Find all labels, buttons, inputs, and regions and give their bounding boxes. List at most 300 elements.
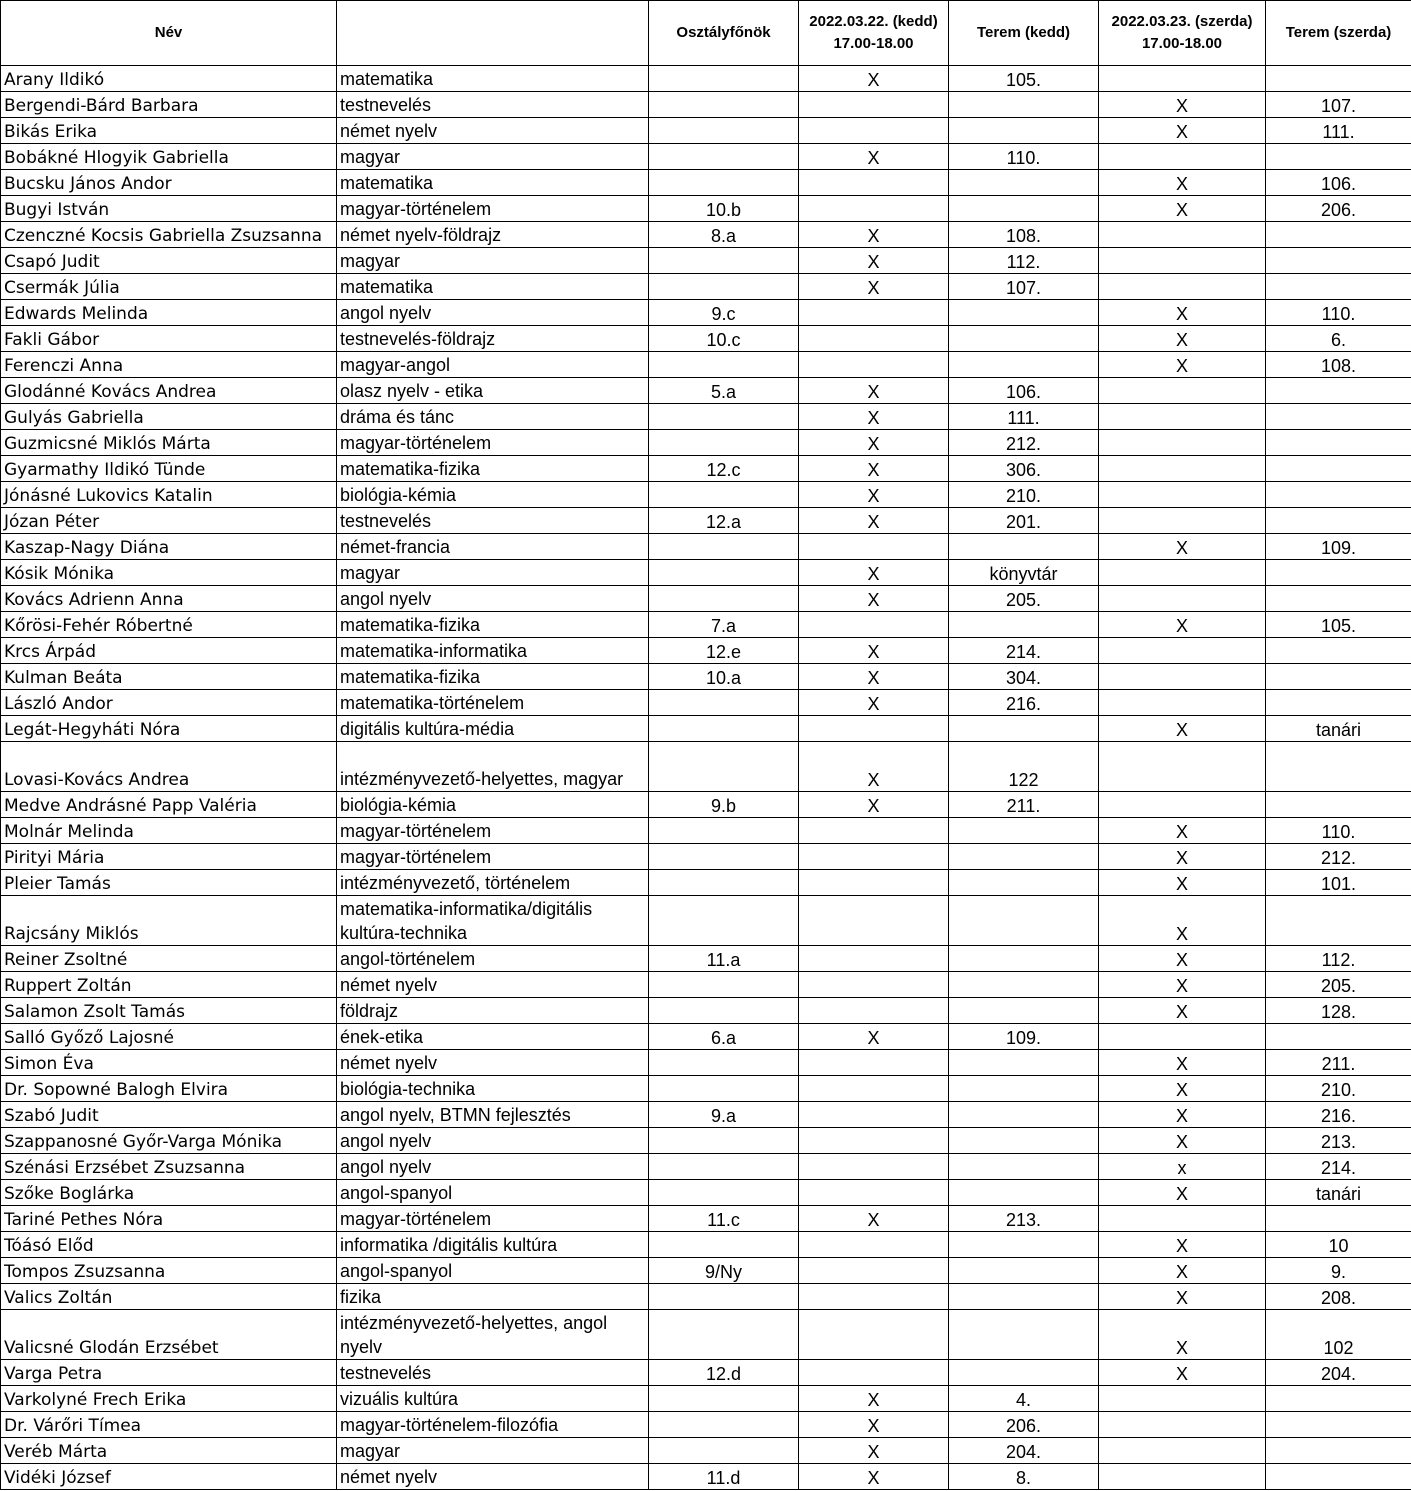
cell-form-class (649, 998, 799, 1024)
cell-wednesday-mark (1099, 144, 1266, 170)
cell-tuesday-mark (799, 1154, 949, 1180)
cell-subject: informatika /digitális kultúra (337, 1232, 649, 1258)
cell-name: László Andor (1, 690, 337, 716)
cell-name: Valics Zoltán (1, 1284, 337, 1310)
cell-wednesday-mark: X (1099, 118, 1266, 144)
cell-subject: német nyelv (337, 118, 649, 144)
cell-room-wednesday: 106. (1266, 170, 1411, 196)
cell-wednesday-mark (1099, 1206, 1266, 1232)
cell-room-tuesday (949, 118, 1099, 144)
cell-tuesday-mark: X (799, 378, 949, 404)
cell-name: Gyarmathy Ildikó Tünde (1, 456, 337, 482)
cell-name: Glodánné Kovács Andrea (1, 378, 337, 404)
cell-tuesday-mark (799, 326, 949, 352)
cell-room-tuesday: 205. (949, 586, 1099, 612)
cell-room-wednesday: 211. (1266, 1050, 1411, 1076)
cell-subject: matematika-fizika (337, 664, 649, 690)
cell-form-class: 11.c (649, 1206, 799, 1232)
cell-subject: angol nyelv (337, 1154, 649, 1180)
cell-tuesday-mark (799, 716, 949, 742)
cell-room-wednesday: 107. (1266, 92, 1411, 118)
table-body (1, 66, 1411, 1490)
cell-form-class (649, 560, 799, 586)
cell-subject: német nyelv (337, 972, 649, 998)
cell-name: Varga Petra (1, 1360, 337, 1386)
cell-subject: testnevelés (337, 1360, 649, 1386)
cell-subject: magyar (337, 144, 649, 170)
cell-room-tuesday: 112. (949, 248, 1099, 274)
cell-room-wednesday (1266, 456, 1411, 482)
cell-subject: matematika (337, 66, 649, 92)
cell-room-tuesday (949, 1076, 1099, 1102)
cell-room-wednesday: 109. (1266, 534, 1411, 560)
cell-tuesday-mark (799, 118, 949, 144)
cell-tuesday-mark: X (799, 1024, 949, 1050)
cell-tuesday-mark (799, 1050, 949, 1076)
cell-tuesday-mark: X (799, 66, 949, 92)
cell-tuesday-mark (799, 1102, 949, 1128)
cell-wednesday-mark: X (1099, 946, 1266, 972)
cell-subject: német nyelv (337, 1464, 649, 1490)
cell-tuesday-mark (799, 300, 949, 326)
table-row (1, 946, 1411, 972)
cell-room-tuesday: 206. (949, 1412, 1099, 1438)
cell-tuesday-mark (799, 1076, 949, 1102)
table-row (1, 300, 1411, 326)
cell-tuesday-mark (799, 92, 949, 118)
header-tuesday: 2022.03.22. (kedd) 17.00-18.00 (799, 1, 949, 66)
cell-name: Salamon Zsolt Tamás (1, 998, 337, 1024)
cell-form-class (649, 274, 799, 300)
cell-room-wednesday: 205. (1266, 972, 1411, 998)
cell-wednesday-mark: X (1099, 870, 1266, 896)
cell-room-tuesday: 110. (949, 144, 1099, 170)
cell-name: Gulyás Gabriella (1, 404, 337, 430)
cell-wednesday-mark: X (1099, 716, 1266, 742)
cell-wednesday-mark: X (1099, 352, 1266, 378)
cell-room-tuesday: 106. (949, 378, 1099, 404)
cell-form-class: 8.a (649, 222, 799, 248)
cell-form-class (649, 1128, 799, 1154)
cell-form-class: 12.a (649, 508, 799, 534)
cell-room-tuesday: 213. (949, 1206, 1099, 1232)
cell-form-class (649, 352, 799, 378)
cell-subject: angol-történelem (337, 946, 649, 972)
table-row (1, 118, 1411, 144)
cell-name: Pleier Tamás (1, 870, 337, 896)
cell-form-class (649, 66, 799, 92)
cell-tuesday-mark: X (799, 222, 949, 248)
cell-wednesday-mark: X (1099, 844, 1266, 870)
cell-wednesday-mark: X (1099, 818, 1266, 844)
table-row (1, 144, 1411, 170)
cell-wednesday-mark: X (1099, 1128, 1266, 1154)
cell-tuesday-mark: X (799, 430, 949, 456)
cell-wednesday-mark: X (1099, 1258, 1266, 1284)
cell-subject: magyar-történelem-filozófia (337, 1412, 649, 1438)
cell-wednesday-mark (1099, 1412, 1266, 1438)
table-row (1, 586, 1411, 612)
cell-wednesday-mark: X (1099, 300, 1266, 326)
cell-tuesday-mark (799, 1128, 949, 1154)
cell-room-wednesday: 214. (1266, 1154, 1411, 1180)
cell-room-wednesday (1266, 144, 1411, 170)
cell-subject: digitális kultúra-média (337, 716, 649, 742)
cell-form-class (649, 1076, 799, 1102)
cell-room-wednesday: 101. (1266, 870, 1411, 896)
cell-subject: matematika (337, 274, 649, 300)
cell-form-class (649, 586, 799, 612)
cell-form-class (649, 896, 799, 946)
cell-room-tuesday: 108. (949, 222, 1099, 248)
cell-wednesday-mark (1099, 248, 1266, 274)
table-row (1, 1284, 1411, 1310)
cell-tuesday-mark (799, 1360, 949, 1386)
cell-room-wednesday: 9. (1266, 1258, 1411, 1284)
cell-name: Kulman Beáta (1, 664, 337, 690)
cell-room-wednesday (1266, 274, 1411, 300)
cell-room-tuesday: 105. (949, 66, 1099, 92)
cell-name: Krcs Árpád (1, 638, 337, 664)
cell-room-tuesday: 210. (949, 482, 1099, 508)
cell-room-tuesday (949, 716, 1099, 742)
cell-room-wednesday (1266, 430, 1411, 456)
cell-name: Medve Andrásné Papp Valéria (1, 792, 337, 818)
cell-room-wednesday (1266, 378, 1411, 404)
cell-form-class: 9.c (649, 300, 799, 326)
cell-name: Józan Péter (1, 508, 337, 534)
cell-room-wednesday (1266, 404, 1411, 430)
cell-name: Tompos Zsuzsanna (1, 1258, 337, 1284)
cell-form-class: 12.c (649, 456, 799, 482)
cell-name: Veréb Márta (1, 1438, 337, 1464)
cell-form-class (649, 1284, 799, 1310)
cell-room-tuesday (949, 1284, 1099, 1310)
cell-wednesday-mark (1099, 1464, 1266, 1490)
cell-subject: magyar-történelem (337, 818, 649, 844)
cell-name: Dr. Várőri Tímea (1, 1412, 337, 1438)
cell-room-wednesday (1266, 792, 1411, 818)
table-row (1, 1154, 1411, 1180)
cell-form-class (649, 1180, 799, 1206)
header-name: Név (1, 1, 337, 66)
cell-wednesday-mark (1099, 664, 1266, 690)
cell-room-tuesday (949, 1310, 1099, 1360)
table-row (1, 534, 1411, 560)
cell-room-wednesday: 206. (1266, 196, 1411, 222)
cell-form-class (649, 1412, 799, 1438)
cell-name: Kovács Adrienn Anna (1, 586, 337, 612)
cell-subject: angol-spanyol (337, 1180, 649, 1206)
cell-wednesday-mark: X (1099, 1284, 1266, 1310)
cell-name: Bucsku János Andor (1, 170, 337, 196)
cell-subject: német nyelv-földrajz (337, 222, 649, 248)
cell-subject: magyar-történelem (337, 1206, 649, 1232)
cell-wednesday-mark: X (1099, 1102, 1266, 1128)
cell-tuesday-mark: X (799, 560, 949, 586)
cell-name: Legát-Hegyháti Nóra (1, 716, 337, 742)
cell-name: Rajcsány Miklós (1, 896, 337, 946)
cell-tuesday-mark (799, 612, 949, 638)
cell-wednesday-mark (1099, 560, 1266, 586)
cell-room-wednesday: 111. (1266, 118, 1411, 144)
cell-wednesday-mark: X (1099, 534, 1266, 560)
cell-form-class: 12.d (649, 1360, 799, 1386)
cell-tuesday-mark (799, 998, 949, 1024)
cell-room-tuesday: 111. (949, 404, 1099, 430)
cell-room-tuesday: 216. (949, 690, 1099, 716)
cell-form-class: 12.e (649, 638, 799, 664)
cell-wednesday-mark (1099, 792, 1266, 818)
table-row (1, 352, 1411, 378)
cell-room-wednesday: tanári (1266, 716, 1411, 742)
cell-room-tuesday (949, 844, 1099, 870)
cell-name: Vidéki József (1, 1464, 337, 1490)
cell-form-class: 10.c (649, 326, 799, 352)
cell-form-class (649, 1232, 799, 1258)
cell-room-wednesday: 102 (1266, 1310, 1411, 1360)
cell-room-wednesday: 128. (1266, 998, 1411, 1024)
cell-subject: testnevelés (337, 92, 649, 118)
cell-room-tuesday: 306. (949, 456, 1099, 482)
table-row (1, 1102, 1411, 1128)
cell-name: Jónásné Lukovics Katalin (1, 482, 337, 508)
cell-room-wednesday (1266, 1412, 1411, 1438)
cell-room-tuesday (949, 352, 1099, 378)
cell-form-class (649, 482, 799, 508)
cell-room-tuesday (949, 818, 1099, 844)
cell-name: Pirityi Mária (1, 844, 337, 870)
cell-subject: olasz nyelv - etika (337, 378, 649, 404)
cell-tuesday-mark (799, 170, 949, 196)
cell-wednesday-mark: X (1099, 1360, 1266, 1386)
table-row (1, 612, 1411, 638)
cell-subject: matematika-informatika (337, 638, 649, 664)
cell-tuesday-mark: X (799, 404, 949, 430)
cell-room-wednesday (1266, 664, 1411, 690)
cell-wednesday-mark: X (1099, 1050, 1266, 1076)
cell-name: Bugyi István (1, 196, 337, 222)
cell-wednesday-mark (1099, 430, 1266, 456)
cell-form-class (649, 170, 799, 196)
table-row (1, 1076, 1411, 1102)
cell-subject: matematika-fizika (337, 612, 649, 638)
table-row (1, 482, 1411, 508)
cell-tuesday-mark: X (799, 586, 949, 612)
cell-wednesday-mark (1099, 456, 1266, 482)
cell-form-class (649, 818, 799, 844)
cell-tuesday-mark: X (799, 638, 949, 664)
cell-tuesday-mark: X (799, 508, 949, 534)
cell-wednesday-mark (1099, 1024, 1266, 1050)
cell-subject: német-francia (337, 534, 649, 560)
cell-subject: matematika-történelem (337, 690, 649, 716)
cell-room-wednesday: 10 (1266, 1232, 1411, 1258)
cell-subject: matematika-informatika/digitális kultúra-technika (337, 896, 649, 946)
cell-tuesday-mark (799, 1284, 949, 1310)
table-row (1, 818, 1411, 844)
cell-subject: biológia-kémia (337, 792, 649, 818)
cell-name: Arany Ildikó (1, 66, 337, 92)
cell-wednesday-mark: X (1099, 196, 1266, 222)
cell-room-wednesday (1266, 560, 1411, 586)
table-row (1, 896, 1411, 946)
cell-subject: angol nyelv (337, 586, 649, 612)
table-row (1, 1128, 1411, 1154)
cell-tuesday-mark (799, 352, 949, 378)
cell-name: Ruppert Zoltán (1, 972, 337, 998)
cell-tuesday-mark: X (799, 1412, 949, 1438)
cell-room-tuesday (949, 972, 1099, 998)
cell-name: Szappanosné Győr-Varga Mónika (1, 1128, 337, 1154)
cell-room-wednesday: 216. (1266, 1102, 1411, 1128)
cell-name: Edwards Melinda (1, 300, 337, 326)
cell-room-wednesday (1266, 1438, 1411, 1464)
cell-tuesday-mark: X (799, 456, 949, 482)
cell-subject: magyar-történelem (337, 430, 649, 456)
cell-form-class: 10.a (649, 664, 799, 690)
table-row (1, 430, 1411, 456)
cell-name: Reiner Zsoltné (1, 946, 337, 972)
cell-name: Dr. Sopowné Balogh Elvira (1, 1076, 337, 1102)
cell-form-class (649, 430, 799, 456)
cell-tuesday-mark (799, 1232, 949, 1258)
cell-form-class: 9/Ny (649, 1258, 799, 1284)
cell-form-class: 5.a (649, 378, 799, 404)
cell-subject: angol nyelv (337, 300, 649, 326)
cell-wednesday-mark (1099, 1386, 1266, 1412)
cell-room-tuesday: 107. (949, 274, 1099, 300)
cell-wednesday-mark (1099, 378, 1266, 404)
cell-wednesday-mark (1099, 586, 1266, 612)
table-row (1, 1438, 1411, 1464)
table-row (1, 1232, 1411, 1258)
cell-room-wednesday (1266, 482, 1411, 508)
cell-room-tuesday (949, 896, 1099, 946)
cell-room-tuesday (949, 326, 1099, 352)
cell-subject: matematika-fizika (337, 456, 649, 482)
cell-tuesday-mark: X (799, 690, 949, 716)
cell-wednesday-mark (1099, 482, 1266, 508)
cell-room-tuesday (949, 998, 1099, 1024)
table-row (1, 92, 1411, 118)
cell-room-tuesday (949, 1154, 1099, 1180)
cell-tuesday-mark: X (799, 1206, 949, 1232)
cell-tuesday-mark: X (799, 664, 949, 690)
cell-room-tuesday: 109. (949, 1024, 1099, 1050)
cell-room-wednesday (1266, 896, 1411, 946)
cell-subject: német nyelv (337, 1050, 649, 1076)
cell-room-wednesday (1266, 1386, 1411, 1412)
cell-subject: magyar (337, 560, 649, 586)
cell-subject: magyar (337, 1438, 649, 1464)
cell-room-wednesday (1266, 586, 1411, 612)
cell-form-class: 9.b (649, 792, 799, 818)
cell-form-class (649, 534, 799, 560)
cell-form-class (649, 742, 799, 792)
cell-form-class (649, 1386, 799, 1412)
cell-wednesday-mark: X (1099, 1310, 1266, 1360)
cell-subject: intézményvezető, történelem (337, 870, 649, 896)
table-row (1, 1412, 1411, 1438)
cell-name: Guzmicsné Miklós Márta (1, 430, 337, 456)
cell-form-class (649, 92, 799, 118)
cell-room-wednesday: 112. (1266, 946, 1411, 972)
cell-room-wednesday: 6. (1266, 326, 1411, 352)
cell-name: Bobákné Hlogyik Gabriella (1, 144, 337, 170)
cell-subject: intézményvezető-helyettes, magyar (337, 742, 649, 792)
table-row (1, 716, 1411, 742)
table-row (1, 326, 1411, 352)
cell-room-wednesday (1266, 248, 1411, 274)
cell-room-tuesday (949, 1128, 1099, 1154)
cell-form-class: 9.a (649, 1102, 799, 1128)
cell-subject: testnevelés-földrajz (337, 326, 649, 352)
cell-name: Valicsné Glodán Erzsébet (1, 1310, 337, 1360)
cell-tuesday-mark (799, 818, 949, 844)
cell-wednesday-mark: X (1099, 1180, 1266, 1206)
cell-tuesday-mark (799, 534, 949, 560)
table-row (1, 170, 1411, 196)
cell-form-class: 10.b (649, 196, 799, 222)
cell-room-wednesday (1266, 222, 1411, 248)
cell-tuesday-mark (799, 844, 949, 870)
cell-name: Czenczné Kocsis Gabriella Zsuzsanna (1, 222, 337, 248)
table-row (1, 1386, 1411, 1412)
cell-wednesday-mark: X (1099, 92, 1266, 118)
cell-form-class (649, 972, 799, 998)
cell-room-wednesday (1266, 1464, 1411, 1490)
cell-wednesday-mark (1099, 222, 1266, 248)
header-form-teacher: Osztályfőnök (649, 1, 799, 66)
cell-name: Molnár Melinda (1, 818, 337, 844)
cell-subject: angol-spanyol (337, 1258, 649, 1284)
cell-name: Fakli Gábor (1, 326, 337, 352)
cell-room-tuesday (949, 1102, 1099, 1128)
cell-room-wednesday: 210. (1266, 1076, 1411, 1102)
table-row (1, 742, 1411, 792)
cell-room-tuesday (949, 92, 1099, 118)
cell-wednesday-mark: X (1099, 998, 1266, 1024)
cell-room-wednesday: 110. (1266, 818, 1411, 844)
cell-subject: intézményvezető-helyettes, angol nyelv (337, 1310, 649, 1360)
cell-name: Kaszap-Nagy Diána (1, 534, 337, 560)
cell-name: Szőke Boglárka (1, 1180, 337, 1206)
cell-subject: vizuális kultúra (337, 1386, 649, 1412)
table-row (1, 1024, 1411, 1050)
cell-wednesday-mark (1099, 274, 1266, 300)
cell-name: Simon Éva (1, 1050, 337, 1076)
cell-wednesday-mark: X (1099, 1076, 1266, 1102)
cell-room-tuesday (949, 300, 1099, 326)
table-header (1, 1, 1411, 66)
table-row (1, 1464, 1411, 1490)
table-row (1, 508, 1411, 534)
cell-room-tuesday (949, 946, 1099, 972)
cell-tuesday-mark: X (799, 274, 949, 300)
cell-wednesday-mark: X (1099, 170, 1266, 196)
cell-room-tuesday (949, 534, 1099, 560)
header-room-tuesday: Terem (kedd) (949, 1, 1099, 66)
cell-name: Kósik Mónika (1, 560, 337, 586)
cell-name: Bikás Erika (1, 118, 337, 144)
cell-room-wednesday (1266, 508, 1411, 534)
cell-room-wednesday: 212. (1266, 844, 1411, 870)
table-row (1, 404, 1411, 430)
cell-room-wednesday (1266, 742, 1411, 792)
table-row (1, 844, 1411, 870)
table-row (1, 1310, 1411, 1360)
